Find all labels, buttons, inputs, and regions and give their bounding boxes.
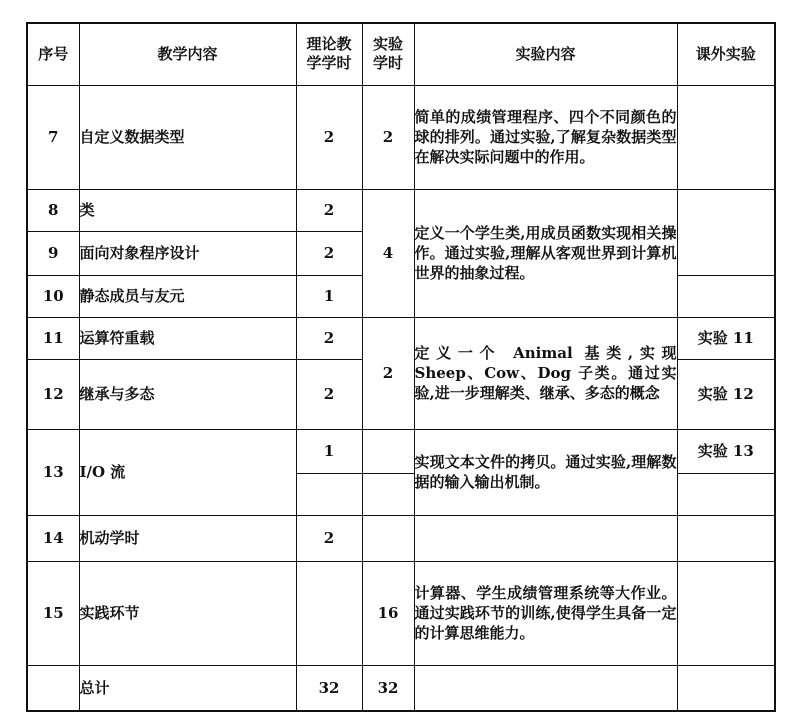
row-index: 10 bbox=[27, 275, 79, 317]
row-theory-hours-empty bbox=[296, 473, 362, 515]
row-theory-hours: 1 bbox=[296, 275, 362, 317]
row-extra-lab-empty bbox=[677, 275, 775, 317]
row-content: 运算符重载 bbox=[79, 317, 296, 359]
row-lab-content: 计算器、学生成绩管理系统等大作业。通过实践环节的训练,使得学生具备一定的计算思维能力。 bbox=[414, 561, 677, 665]
course-schedule-table bbox=[26, 22, 776, 712]
row-content: 机动学时 bbox=[79, 515, 296, 561]
total-label: 总计 bbox=[79, 665, 296, 711]
row-content: 静态成员与友元 bbox=[79, 275, 296, 317]
row-extra-lab-empty bbox=[677, 561, 775, 665]
row-theory-hours: 2 bbox=[296, 359, 362, 429]
header-extra-lab: 课外实验 bbox=[677, 23, 775, 85]
row-content: 实践环节 bbox=[79, 561, 296, 665]
table-row-8 bbox=[27, 189, 775, 231]
table-row-11 bbox=[27, 317, 775, 359]
row-theory-hours: 2 bbox=[296, 317, 362, 359]
header-index: 序号 bbox=[27, 23, 79, 85]
row-lab-hours: 2 bbox=[362, 85, 414, 189]
row-lab-hours: 16 bbox=[362, 561, 414, 665]
row-theory-hours: 1 bbox=[296, 429, 362, 473]
header-row bbox=[27, 23, 775, 85]
group-11-12-lab-hours: 2 bbox=[362, 317, 414, 429]
row-index: 11 bbox=[27, 317, 79, 359]
row-extra-lab-empty bbox=[677, 85, 775, 189]
header-lab-hours-line2: 学时 bbox=[372, 54, 403, 73]
row-extra-lab-empty bbox=[677, 515, 775, 561]
row-index: 7 bbox=[27, 85, 79, 189]
row-content: I/O 流 bbox=[79, 429, 296, 515]
row-theory-hours bbox=[296, 561, 362, 665]
total-extra-lab-empty bbox=[677, 665, 775, 711]
group-13-lab-content: 实现文本文件的拷贝。通过实验,理解数据的输入输出机制。 bbox=[414, 429, 677, 515]
table-row-15 bbox=[27, 561, 775, 665]
table-row-7 bbox=[27, 85, 775, 189]
row-content: 继承与多态 bbox=[79, 359, 296, 429]
total-theory-hours: 32 bbox=[296, 665, 362, 711]
group-8-10-lab-content: 定义一个学生类,用成员函数实现相关操作。通过实验,理解从客观世界到计算机世界的抽象过程。 bbox=[414, 189, 677, 317]
row-theory-hours: 2 bbox=[296, 189, 362, 231]
total-row bbox=[27, 665, 775, 711]
group-11-12-lab-content: 定义一个 Animal 基类,实现 Sheep、Cow、Dog 子类。通过实验,进一步理解类、继承、多态的概念 bbox=[414, 317, 677, 429]
header-lab-hours bbox=[362, 23, 414, 85]
row-extra-lab: 实验 12 bbox=[677, 359, 775, 429]
row-extra-lab-empty bbox=[677, 473, 775, 515]
header-lab-hours-line1: 实验 bbox=[372, 34, 403, 53]
row-extra-lab: 实验 11 bbox=[677, 317, 775, 359]
row-index: 13 bbox=[27, 429, 79, 515]
row-lab-content: 简单的成绩管理程序、四个不同颜色的球的排列。通过实验,了解复杂数据类型在解决实际问题中的作用。 bbox=[414, 85, 677, 189]
header-theory-hours-line2: 学学时 bbox=[306, 54, 352, 73]
row-theory-hours: 2 bbox=[296, 231, 362, 275]
table-row-14 bbox=[27, 515, 775, 561]
header-theory-hours-line1: 理论教 bbox=[306, 34, 352, 53]
total-lab-content-empty bbox=[414, 665, 677, 711]
row-index: 15 bbox=[27, 561, 79, 665]
row-content: 自定义数据类型 bbox=[79, 85, 296, 189]
row-index: 12 bbox=[27, 359, 79, 429]
row-lab-hours-empty bbox=[362, 429, 414, 473]
header-content: 教学内容 bbox=[79, 23, 296, 85]
row-lab-content-empty bbox=[414, 515, 677, 561]
header-theory-hours bbox=[296, 23, 362, 85]
row-content: 类 bbox=[79, 189, 296, 231]
table-row-13 bbox=[27, 429, 775, 473]
row-content: 面向对象程序设计 bbox=[79, 231, 296, 275]
row-extra-lab: 实验 13 bbox=[677, 429, 775, 473]
total-index-empty bbox=[27, 665, 79, 711]
row-lab-hours-empty bbox=[362, 473, 414, 515]
row-lab-hours-empty bbox=[362, 515, 414, 561]
group-8-9-extra-lab-empty bbox=[677, 189, 775, 275]
header-lab-content: 实验内容 bbox=[414, 23, 677, 85]
row-theory-hours: 2 bbox=[296, 515, 362, 561]
total-lab-hours: 32 bbox=[362, 665, 414, 711]
row-theory-hours: 2 bbox=[296, 85, 362, 189]
row-index: 8 bbox=[27, 189, 79, 231]
row-index: 9 bbox=[27, 231, 79, 275]
group-8-10-lab-hours: 4 bbox=[362, 189, 414, 317]
row-index: 14 bbox=[27, 515, 79, 561]
